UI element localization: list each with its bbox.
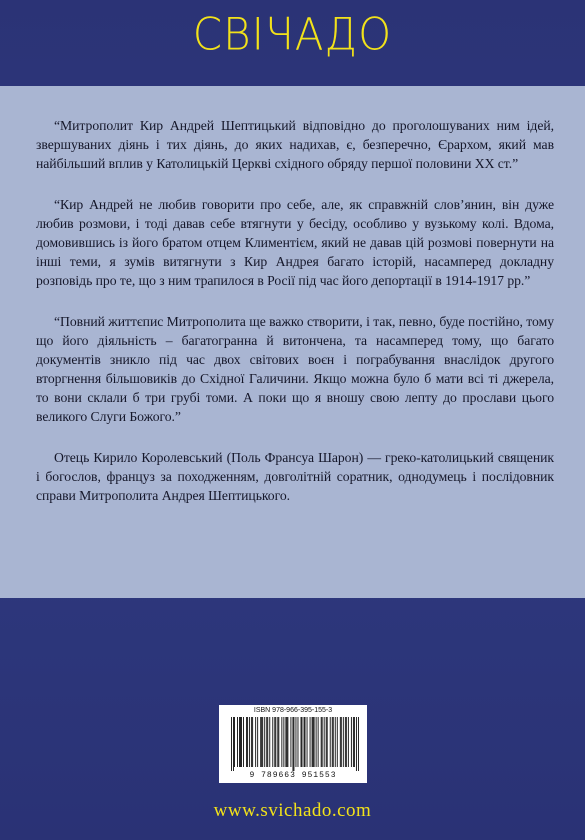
- publisher-logo: СВІЧАДО: [192, 8, 393, 61]
- quote-paragraph-3: “Повний життєпис Митрополита ще важко створити, і так, певно, буде постійно, тому що його діяльність – багатогранна й витончена, та насамперед тому, що багато документів зникло під час двох світових воєн і пограбування внаслідок другого вторгнення більшовиків до Східної Галичини. Якщо можна було б мати всі ті джерела, то вони склали б три грубі томи. А поки що я вношу свою лепту до прослави цього великого Слуги Божого.”: [36, 314, 554, 424]
- barcode-bars: [231, 717, 359, 771]
- cover-text: [36, 116, 554, 505]
- quote-paragraph-2: “Кир Андрей не любив говорити про себе, але, як справжній слов’янин, він дуже любив розмови, і тоді давав себе втягнути у бесіду, особливо у вузькому колі. Вдома, домовившись із його братом отцем Климентієм, який не давав цій розмові повернути на інші теми, я зумів витягнути з Кир Андрея багато історій, насамперед докладну розповідь про те, що з ним трапилося в Росії під час його депортації в 1914-1917 рр.”: [36, 197, 554, 288]
- author-bio-paragraph: Отець Кирило Королевський (Поль Франсуа Шарон) — греко-католицький священик і богослов, француз за походженням, довголітній соратник, однодумець і послідовник справи Митрополита Андрея Шептицького.: [36, 450, 554, 503]
- quote-paragraph-1: “Митрополит Кир Андрей Шептицький відповідно до проголошуваних ним ідей, звершуваних діянь і тих діянь, до яких надихав, є, безперечно, Єрархом, який мав найбільший вплив у Католицькій Церкві східного обряду першої половини XX ст.”: [36, 118, 554, 171]
- isbn-label: ISBN 978-966-395-155-3: [253, 707, 333, 714]
- isbn-digits: 9 789663 951553: [249, 771, 337, 780]
- website-url[interactable]: www.svichado.com: [213, 800, 372, 821]
- barcode-box: [219, 705, 367, 783]
